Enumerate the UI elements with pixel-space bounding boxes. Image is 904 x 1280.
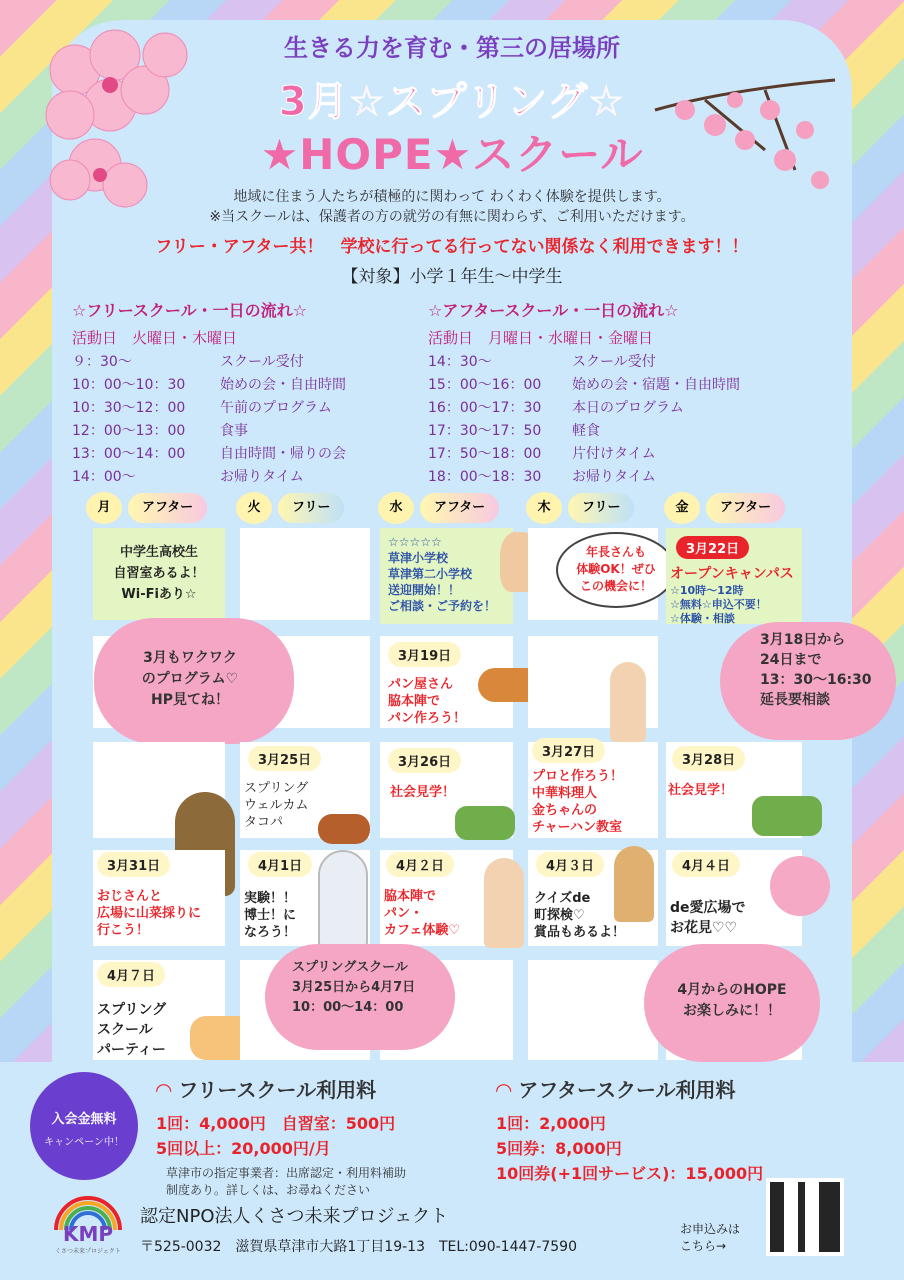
after-flow-time: 17：50〜18：00 [428, 446, 542, 462]
rainbow-icon-2: ◠ [496, 1078, 512, 1102]
thu-r3-text: プロと作ろう！ 中華料理人 金ちゃんの チャーハン教室 [532, 769, 624, 835]
cloud-spring-text: スプリングスクール 3月25日から4月7日 10：00〜14：00 [292, 960, 416, 1015]
baker-icon [610, 662, 646, 742]
sakura-tree-icon [770, 856, 830, 916]
free-flow-item: 食事 [220, 423, 248, 439]
wed-r1-text: ☆☆☆☆☆ 草津小学校 草津第二小学校 送迎開始！！ ご相談・ご予約を！ [388, 535, 497, 613]
free-flow-item: 始めの会・自由時間 [220, 377, 346, 393]
school-type-label: アフター [128, 493, 207, 523]
notice: フリー・アフター共！ 学校に行ってる行ってない関係なく利用できます！！ [155, 237, 749, 257]
chef-icon [484, 858, 524, 948]
school-type-label: アフター [706, 493, 785, 523]
free-flow-time: ９：30〜 [72, 354, 132, 370]
after-flow-time: 18：00〜18：30 [428, 469, 542, 485]
wed-r3-date: 3月26日 [388, 748, 461, 773]
mon-r5-date: 4月７日 [97, 962, 165, 987]
after-fees [496, 1074, 763, 1184]
cell-thu-r3 [528, 742, 658, 838]
qr-code-icon [770, 1182, 840, 1252]
wed-r2-date: 3月19日 [388, 642, 461, 667]
logo-small-text: くさつ未来プロジェクト [55, 1248, 121, 1255]
thu-r1-text: 年長さんも 体験OK！ぜひ この機会に！ [576, 545, 656, 593]
free-flow-row [72, 420, 412, 440]
free-flow-time: 12：00〜13：00 [72, 423, 186, 439]
cloud-fri-text: 3月18日から 24日まで 13：30〜16:30 延長要相談 [760, 632, 872, 708]
free-entry-badge [30, 1072, 138, 1180]
free-flow-time: 10：00〜10：30 [72, 377, 186, 393]
tue-r3-text: スプリング ウェルカム タコパ [244, 781, 309, 830]
tue-r4-date: 4月1日 [248, 852, 312, 877]
after-flow-time: 16：00〜17：30 [428, 400, 542, 416]
after-flow-row [428, 351, 828, 371]
after-flow-time: 14：30〜 [428, 354, 492, 370]
mon-r1-text: 中学生高校生 自習室あるよ！ Wi-Fiあり☆ [113, 545, 205, 602]
students-icon [455, 806, 515, 840]
after-fee-line2: 5回券：8,000円 [496, 1139, 622, 1158]
fri-r1-title: オープンキャンパス [670, 566, 794, 582]
school-type-label: アフター [420, 493, 499, 523]
fri-r4-date: 4月４日 [672, 852, 740, 877]
wed-r2-text: パン屋さん 脇本陣で パン作ろう！ [388, 677, 467, 726]
explorer-icon [614, 846, 654, 922]
thu-r3-date: 3月27日 [532, 738, 605, 763]
cloud-mon-text: 3月もワクワク のプログラム♡ HP見てね！ [141, 650, 239, 708]
logo-text: KMP [62, 1222, 114, 1246]
cloud-hope-text: 4月からのHOPE お楽しみに！！ [677, 982, 787, 1019]
free-flow-time: 14：00〜 [72, 469, 136, 485]
calendar-header [664, 492, 785, 524]
mon-r4-text: おじさんと 広場に山菜採りに 行こう！ [97, 889, 202, 938]
tue-r3-date: 3月25日 [248, 746, 321, 771]
free-fee-line2: 5回以上：20,000円/月 [156, 1139, 331, 1158]
after-flow-days: 活動日 月曜日・水曜日・金曜日 [428, 329, 654, 347]
subtitle: 生きる力を育む・第三の居場所 [284, 34, 620, 62]
free-flow-heading: ☆フリースクール・一日の流れ☆ [72, 301, 307, 320]
free-flow-item: スクール受付 [220, 354, 304, 370]
free-fee-line1: 1回：4,000円 自習室：500円 [156, 1114, 396, 1133]
free-flow-item: お帰りタイム [220, 469, 304, 485]
after-flow-heading: ☆アフタースクール・一日の流れ☆ [428, 301, 679, 320]
students-icon-2 [752, 796, 822, 836]
free-flow-item: 自由時間・帰りの会 [220, 446, 346, 462]
cell-thu-r5 [528, 960, 658, 1060]
fri-r1-body: ☆10時〜12時 ☆無料☆申込不要！ ☆体験・相談 [670, 584, 767, 625]
after-fee-line3: 10回券(+1回サービス)：15,000円 [496, 1164, 764, 1183]
weekday-label: 月 [86, 492, 122, 524]
weekday-label: 金 [664, 492, 700, 524]
title-line1: 3月☆スプリング☆ [278, 79, 626, 125]
scientist-icon [318, 850, 368, 950]
weekday-label: 水 [378, 492, 414, 524]
school-type-label: フリー [278, 493, 344, 523]
mon-r4-date: 3月31日 [97, 852, 170, 877]
free-flow-days: 活動日 火曜日・木曜日 [72, 329, 238, 347]
apply-text: お申込みは こちら→ [680, 1222, 741, 1253]
thu-r4-text: クイズde 町探検♡ 賞品もあるよ！ [534, 891, 626, 940]
takoyaki-icon [318, 814, 370, 844]
fri-r4-text: de愛広場で お花見♡♡ [670, 900, 746, 936]
speech-bubble [556, 532, 676, 608]
address: 〒525-0032 滋賀県草津市大路1丁目19-13 TEL:090-1447-7590 [140, 1239, 577, 1255]
calendar-header [86, 492, 207, 524]
after-fee-line1: 1回：2,000円 [496, 1114, 606, 1133]
wed-r4-text: 脇本陣で パン・ カフェ体験♡ [384, 889, 461, 938]
free-flow-row [72, 351, 412, 371]
wed-r4-date: 4月２日 [386, 852, 454, 877]
after-flow-row [428, 397, 828, 417]
after-flow-item: 片付けタイム [572, 446, 656, 462]
wed-r3-text: 社会見学！ [390, 785, 456, 800]
weekday-label: 木 [526, 492, 562, 524]
after-flow-item: 本日のプログラム [572, 400, 684, 416]
free-flow-item: 午前のプログラム [220, 400, 332, 416]
free-flow-time: 13：00〜14：00 [72, 446, 186, 462]
after-flow-item: 軽食 [572, 423, 600, 439]
thu-r4-date: 4月３日 [536, 852, 604, 877]
after-flow-row [428, 443, 828, 463]
badge-line2: キャンペーン中！ [44, 1137, 124, 1148]
qr-code[interactable] [766, 1178, 844, 1256]
free-flow-row [72, 397, 412, 417]
calendar-header [526, 492, 634, 524]
intro-line2: ※当スクールは、保護者の方の就労の有無に関わらず、ご利用いただけます。 [209, 209, 695, 225]
free-flow [72, 298, 412, 486]
free-flow-row [72, 466, 412, 486]
after-flow-row [428, 374, 828, 394]
school-type-label: フリー [568, 493, 634, 523]
title-line2: ★HOPE★スクール [260, 130, 644, 179]
after-flow-time: 15：00〜16：00 [428, 377, 542, 393]
org-name: 認定NPO法人くさつ未来プロジェクト [140, 1206, 449, 1227]
cell-fri-r1 [666, 528, 802, 624]
after-flow [428, 298, 828, 486]
free-flow-row [72, 443, 412, 463]
calendar-header [236, 492, 344, 524]
intro-line1: 地域に住まう人たちが積極的に関わって わくわく体験を提供します。 [233, 189, 671, 205]
after-flow-row [428, 420, 828, 440]
free-flow-row [72, 374, 412, 394]
mon-r5-text: スプリング スクール パーティー [97, 1002, 167, 1058]
cell-wed-r1 [380, 528, 513, 624]
target-audience: 【対象】小学１年生〜中学生 [341, 267, 563, 287]
fri-r3-text: 社会見学！ [668, 783, 734, 798]
cell-tue-r1 [240, 528, 370, 620]
rainbow-icon: ◠ [156, 1078, 172, 1102]
free-fee-note: 草津市の指定事業者：出席認定・利用料補助 制度あり。詳しくは、お尋ねください [166, 1166, 407, 1197]
after-flow-item: 始めの会・宿題・自由時間 [572, 377, 740, 393]
cell-mon-r4 [93, 850, 225, 946]
kmp-logo [50, 1190, 126, 1256]
after-fee-heading: アフタースクール利用料 [518, 1078, 736, 1102]
weekday-label: 火 [236, 492, 272, 524]
after-flow-time: 17：30〜17：50 [428, 423, 542, 439]
fri-r1-date: 3月22日 [676, 536, 749, 559]
tue-r4-text: 実験！！ 博士！に なろう！ [244, 891, 297, 940]
after-flow-item: お帰りタイム [572, 469, 656, 485]
after-flow-item: スクール受付 [572, 354, 656, 370]
free-fees [156, 1074, 406, 1199]
badge-line1: 入会金無料 [51, 1112, 117, 1127]
calendar-header [378, 492, 499, 524]
free-flow-time: 10：30〜12：00 [72, 400, 186, 416]
cell-mon-r1 [93, 528, 225, 620]
fri-r3-date: 3月28日 [672, 746, 745, 771]
after-flow-row [428, 466, 828, 486]
free-fee-heading: フリースクール利用料 [178, 1078, 377, 1102]
